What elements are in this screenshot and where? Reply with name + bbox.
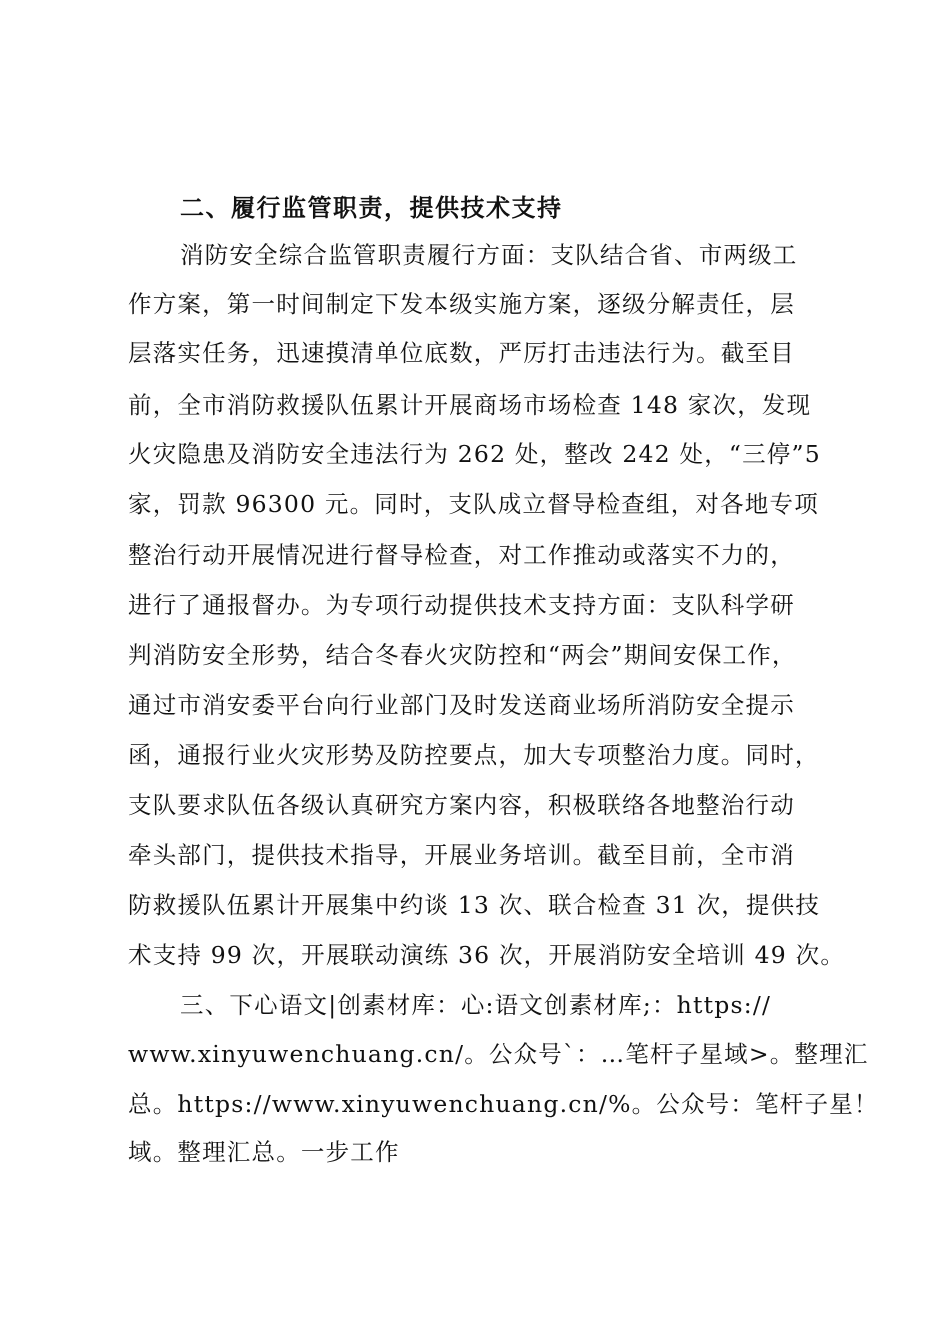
paragraph-2: [128, 990, 879, 1170]
paragraph-line: 整治行动开展情况进行督导检查，对工作推动或落实不力的，: [128, 541, 795, 569]
paragraph-line: 家，罚款 96300 元。同时，支队成立督导检查组，对各地专项: [128, 490, 819, 518]
paragraph-line: 前，全市消防救援队伍累计开展商场市场检查 148 家次，发现: [128, 391, 812, 419]
paragraph-1: [128, 240, 846, 980]
paragraph-line: 通过市消安委平台向行业部门及时发送商业场所消防安全提示: [128, 691, 795, 719]
paragraph-line: 牵头部门，提供技术指导，开展业务培训。截至目前，全市消: [128, 841, 795, 869]
paragraph-line: 三、下心语文|创素材库：心:语文创素材库;：https://: [180, 991, 772, 1019]
paragraph-line: 层落实任务，迅速摸清单位底数，严厉打击违法行为。截至目: [128, 339, 795, 367]
paragraph-line: 判消防安全形势，结合冬春火灾防控和“两会”期间安保工作，: [128, 641, 797, 669]
paragraph-line: 支队要求队伍各级认真研究方案内容，积极联络各地整治行动: [128, 791, 795, 819]
paragraph-line: 总。https://www.xinyuwenchuang.cn/%。公众号：笔杆子星！: [128, 1090, 879, 1118]
paragraph-line: 术支持 99 次，开展联动演练 36 次，开展消防安全培训 49 次。: [128, 941, 846, 969]
paragraph-line: 域。整理汇总。一步工作: [128, 1138, 400, 1166]
paragraph-line: 火灾隐患及消防安全违法行为 262 处，整改 242 处，“三停”5: [128, 440, 821, 468]
paragraph-line: 消防安全综合监管职责履行方面：支队结合省、市两级工: [180, 241, 798, 269]
section-heading: 二、履行监管职责，提供技术支持: [180, 194, 563, 222]
paragraph-line: 作方案，第一时间制定下发本级实施方案，逐级分解责任，层: [128, 290, 795, 318]
paragraph-line: www.xinyuwenchuang.cn/。公众号`：…笔杆子星域>。整理汇: [128, 1040, 869, 1068]
paragraph-line: 函，通报行业火灾形势及防控要点，加大专项整治力度。同时，: [128, 741, 820, 769]
paragraph-line: 进行了通报督办。为专项行动提供技术支持方面：支队科学研: [128, 591, 795, 619]
paragraph-line: 防救援队伍累计开展集中约谈 13 次、联合检查 31 次，提供技: [128, 891, 821, 919]
